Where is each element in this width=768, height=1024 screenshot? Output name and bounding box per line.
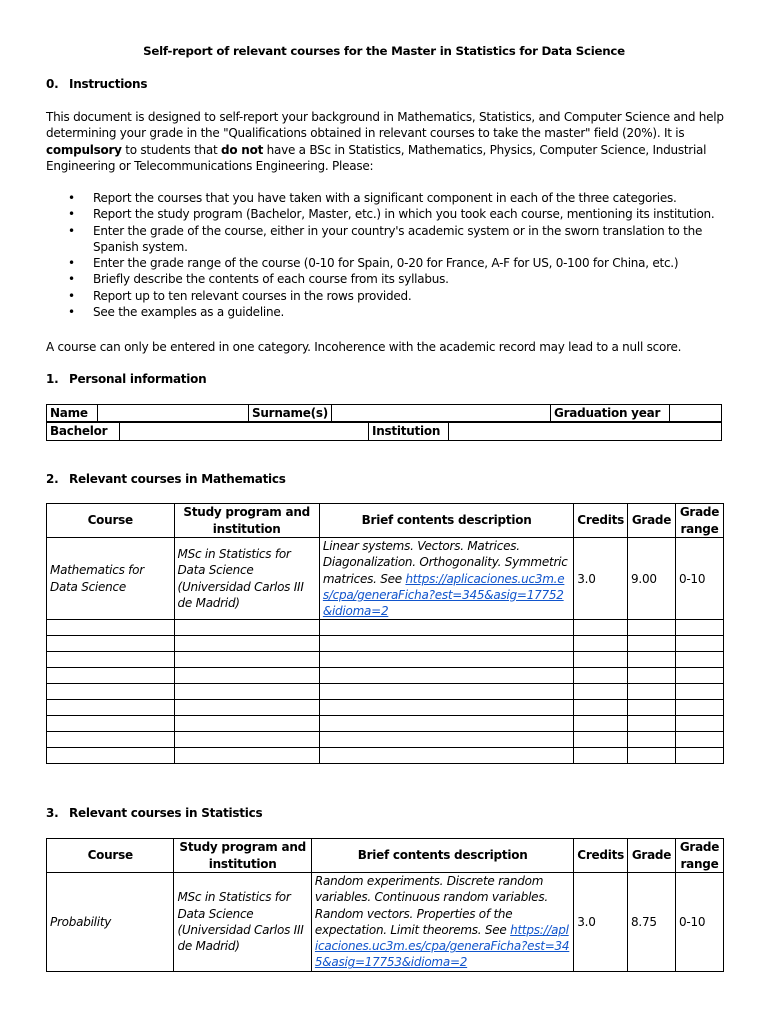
table-row[interactable] — [47, 636, 724, 652]
instruction-text: Report the courses that you have taken with a significant component in each of the three categories. — [93, 191, 677, 205]
description-text: Random experiments. Discrete random variables. Continuous random variables. Random vectors. Properties of the expectation. Limit theorems. See — [314, 874, 548, 937]
table-row[interactable] — [47, 748, 724, 764]
intro-text-do-not: do not — [221, 142, 264, 157]
instruction-item — [46, 304, 726, 320]
example-credits: 3.0 — [574, 538, 628, 620]
section-2-heading — [46, 471, 286, 487]
section-1-title: Personal information — [69, 372, 207, 386]
bullet-icon: • — [68, 305, 75, 320]
example-course: Probability — [47, 873, 174, 972]
example-grade-range: 0-10 — [675, 873, 723, 972]
example-program: MSc in Statistics for Data Science (Universidad Carlos III de Madrid) — [174, 873, 311, 972]
bullet-icon: • — [68, 223, 75, 238]
col-course: Course — [47, 504, 175, 538]
intro-text-c: to students that — [121, 142, 222, 157]
instruction-text: See the examples as a guideline. — [93, 305, 285, 320]
surname-field[interactable] — [332, 405, 551, 422]
bullet-icon: • — [68, 256, 75, 271]
section-0-title: Instructions — [69, 77, 148, 91]
syllabus-link[interactable]: https://aplicaciones.uc3m.es/cpa/generaFicha?est=345&asig=17753&idioma=2 — [314, 922, 570, 970]
personal-info-table — [46, 404, 722, 441]
col-course: Course — [47, 839, 174, 873]
col-program: Study program and institution — [174, 839, 311, 873]
document-title: Self-report of relevant courses for the Master in Statistics for Data Science — [143, 44, 625, 58]
section-3-number: 3. — [46, 806, 59, 820]
instruction-item — [46, 271, 726, 287]
bachelor-field[interactable] — [120, 423, 369, 440]
graduation-year-label: Graduation year — [551, 405, 670, 422]
description-text: Linear systems. Vectors. Matrices. Diagonalization. Orthogonality. Symmetric matrices. See — [322, 539, 568, 586]
instruction-text: Enter the grade range of the course (0-10 for Spain, 0-20 for France, A-F for US, 0-100 for China, etc.) — [93, 256, 679, 271]
table-row[interactable] — [47, 732, 724, 748]
instruction-text: Briefly describe the contents of each course from its syllabus. — [93, 272, 449, 287]
table-row[interactable] — [47, 668, 724, 684]
section-1-heading — [46, 371, 206, 387]
col-grade-range: Grade range — [675, 839, 723, 873]
table-row[interactable] — [47, 700, 724, 716]
section-1-number: 1. — [46, 372, 59, 386]
col-program: Study program and institution — [174, 504, 319, 538]
table-row — [47, 873, 724, 972]
instructions-note: A course can only be entered in one category. Incoherence with the academic record may lead to a null score. — [46, 340, 682, 354]
institution-field[interactable] — [449, 423, 722, 440]
bullet-icon: • — [68, 272, 75, 287]
instruction-text: Report the study program (Bachelor, Master, etc.) in which you took each course, mentioning its institution. — [93, 207, 715, 222]
example-program: MSc in Statistics for Data Science (Universidad Carlos III de Madrid) — [174, 538, 319, 620]
col-credits: Credits — [574, 504, 628, 538]
table-row[interactable] — [47, 652, 724, 668]
section-0-heading — [46, 76, 147, 92]
intro-text-e: have a BSc in Statistics, Mathematics, Physics, Computer Science, Industrial Engineering or Telecommunications Engineering. Please: — [46, 142, 707, 173]
example-course: Mathematics for Data Science — [47, 538, 175, 620]
bullet-icon: • — [68, 288, 75, 303]
col-grade: Grade — [628, 839, 676, 873]
mathematics-courses-table — [46, 503, 724, 764]
section-3-heading — [46, 805, 262, 821]
intro-text-compulsory: compulsory — [46, 142, 122, 157]
col-description: Brief contents description — [311, 839, 573, 873]
section-2-title: Relevant courses in Mathematics — [69, 472, 286, 486]
bachelor-label: Bachelor — [47, 423, 120, 440]
table-row[interactable] — [47, 716, 724, 732]
intro-text-a: This document is designed to self-report your background in Mathematics, Statistics, and Computer Science and help determining your grade in the "Qualifications obtained in relevant courses to take the master" field (20%). It is — [46, 110, 724, 141]
example-description — [311, 873, 573, 972]
statistics-courses-table — [46, 838, 724, 972]
name-field[interactable] — [98, 405, 249, 422]
bullet-icon: • — [68, 191, 75, 205]
table-row[interactable] — [47, 620, 724, 636]
section-0-number: 0. — [46, 77, 59, 91]
instruction-item — [46, 223, 726, 256]
col-description: Brief contents description — [319, 504, 573, 538]
instruction-item — [46, 255, 726, 271]
example-grade: 8.75 — [628, 873, 676, 972]
example-grade-range: 0-10 — [675, 538, 723, 620]
instructions-intro — [46, 109, 726, 174]
col-grade: Grade — [628, 504, 676, 538]
instruction-item — [46, 288, 726, 304]
instruction-text: Enter the grade of the course, either in your country's academic system or in the sworn translation to the Spanish system. — [93, 223, 703, 254]
instruction-item — [46, 206, 726, 222]
table-row — [47, 538, 724, 620]
institution-label: Institution — [369, 423, 449, 440]
bullet-icon: • — [68, 207, 75, 222]
instructions-list — [46, 190, 726, 320]
example-grade: 9.00 — [628, 538, 676, 620]
section-3-title: Relevant courses in Statistics — [69, 806, 263, 820]
col-grade-range: Grade range — [675, 504, 723, 538]
name-label: Name — [47, 405, 98, 422]
example-description — [319, 538, 573, 620]
section-2-number: 2. — [46, 472, 59, 486]
table-row[interactable] — [47, 684, 724, 700]
surname-label: Surname(s) — [249, 405, 332, 422]
syllabus-link[interactable]: https://aplicaciones.uc3m.es/cpa/generaFicha?est=345&asig=17752&idioma=2 — [322, 571, 565, 619]
instruction-text: Report up to ten relevant courses in the rows provided. — [93, 288, 412, 303]
graduation-year-field[interactable] — [670, 405, 722, 422]
example-credits: 3.0 — [574, 873, 628, 972]
col-credits: Credits — [574, 839, 628, 873]
instruction-item — [46, 190, 726, 206]
